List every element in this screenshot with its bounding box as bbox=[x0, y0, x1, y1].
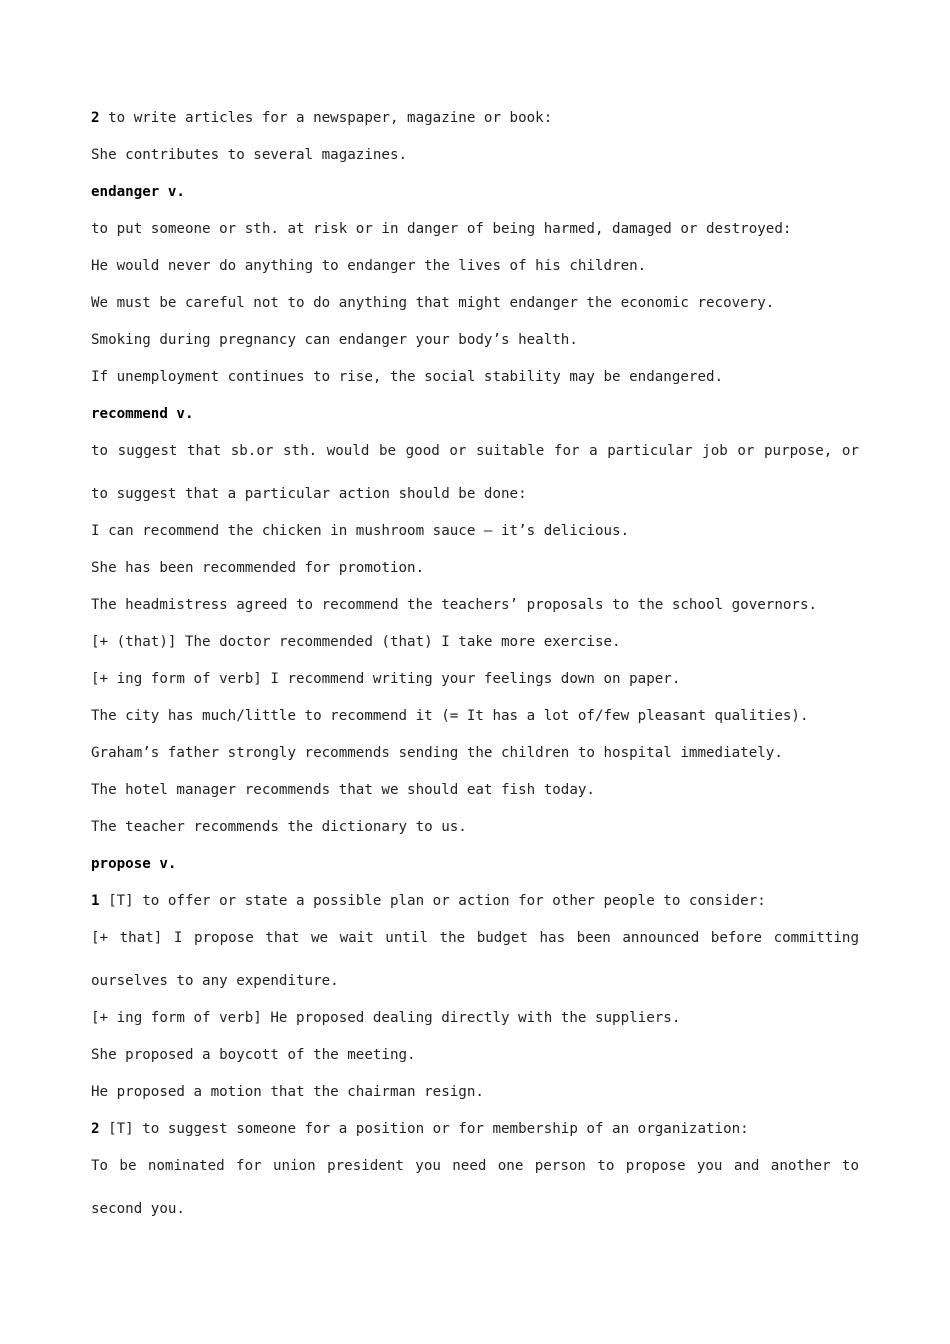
example-sentence: [+ ing form of verb] I recommend writing your feelings down on paper. bbox=[91, 671, 681, 687]
headword-endanger: endanger v. bbox=[91, 184, 185, 200]
example-sentence: The teacher recommends the dictionary to us. bbox=[91, 819, 467, 835]
example-sentence: He proposed a motion that the chairman resign. bbox=[91, 1084, 484, 1100]
sense-number: 2 bbox=[91, 110, 100, 126]
example-sentence: She proposed a boycott of the meeting. bbox=[91, 1047, 416, 1063]
example-sentence: He would never do anything to endanger the lives of his children. bbox=[91, 258, 647, 274]
document-page bbox=[91, 100, 859, 1228]
example-sentence: To be nominated for union president you need one person to propose you and another to second you. bbox=[91, 1158, 859, 1217]
example-sentence: [+ (that)] The doctor recommended (that) I take more exercise. bbox=[91, 634, 621, 650]
example-sentence: The hotel manager recommends that we should eat fish today. bbox=[91, 782, 595, 798]
example-sentence: [+ that] I propose that we wait until the budget has been announced before committing ourselves to any expenditure. bbox=[91, 930, 859, 989]
definition-text: [T] to offer or state a possible plan or action for other people to consider: bbox=[108, 893, 766, 909]
sense-number: 1 bbox=[91, 893, 100, 909]
headword-propose: propose v. bbox=[91, 856, 177, 872]
example-sentence: The headmistress agreed to recommend the teachers’ proposals to the school governors. bbox=[91, 597, 818, 613]
definition-text: [T] to suggest someone for a position or for membership of an organization: bbox=[108, 1121, 749, 1137]
definition-text: to write articles for a newspaper, magazine or book: bbox=[108, 110, 553, 126]
sense-line bbox=[91, 883, 859, 920]
example-sentence: We must be careful not to do anything that might endanger the economic recovery. bbox=[91, 295, 775, 311]
sense-line bbox=[91, 1111, 859, 1148]
example-sentence: [+ ing form of verb] He proposed dealing directly with the suppliers. bbox=[91, 1010, 681, 1026]
example-sentence: Graham’s father strongly recommends sending the children to hospital immediately. bbox=[91, 745, 783, 761]
sense-number: 2 bbox=[91, 1121, 100, 1137]
example-sentence: Smoking during pregnancy can endanger your body’s health. bbox=[91, 332, 578, 348]
example-sentence: If unemployment continues to rise, the social stability may be endangered. bbox=[91, 369, 724, 385]
example-sentence: She contributes to several magazines. bbox=[91, 147, 408, 163]
definition-text: to suggest that sb.or sth. would be good or suitable for a particular job or purpose, or to suggest that a particular action should be done: bbox=[91, 443, 859, 502]
headword-recommend: recommend v. bbox=[91, 406, 194, 422]
sense-line bbox=[91, 100, 859, 137]
example-sentence: I can recommend the chicken in mushroom sauce – it’s delicious. bbox=[91, 523, 630, 539]
example-sentence: She has been recommended for promotion. bbox=[91, 560, 425, 576]
definition-text: to put someone or sth. at risk or in danger of being harmed, damaged or destroyed: bbox=[91, 221, 792, 237]
example-sentence: The city has much/little to recommend it (= It has a lot of/few pleasant qualities). bbox=[91, 708, 809, 724]
